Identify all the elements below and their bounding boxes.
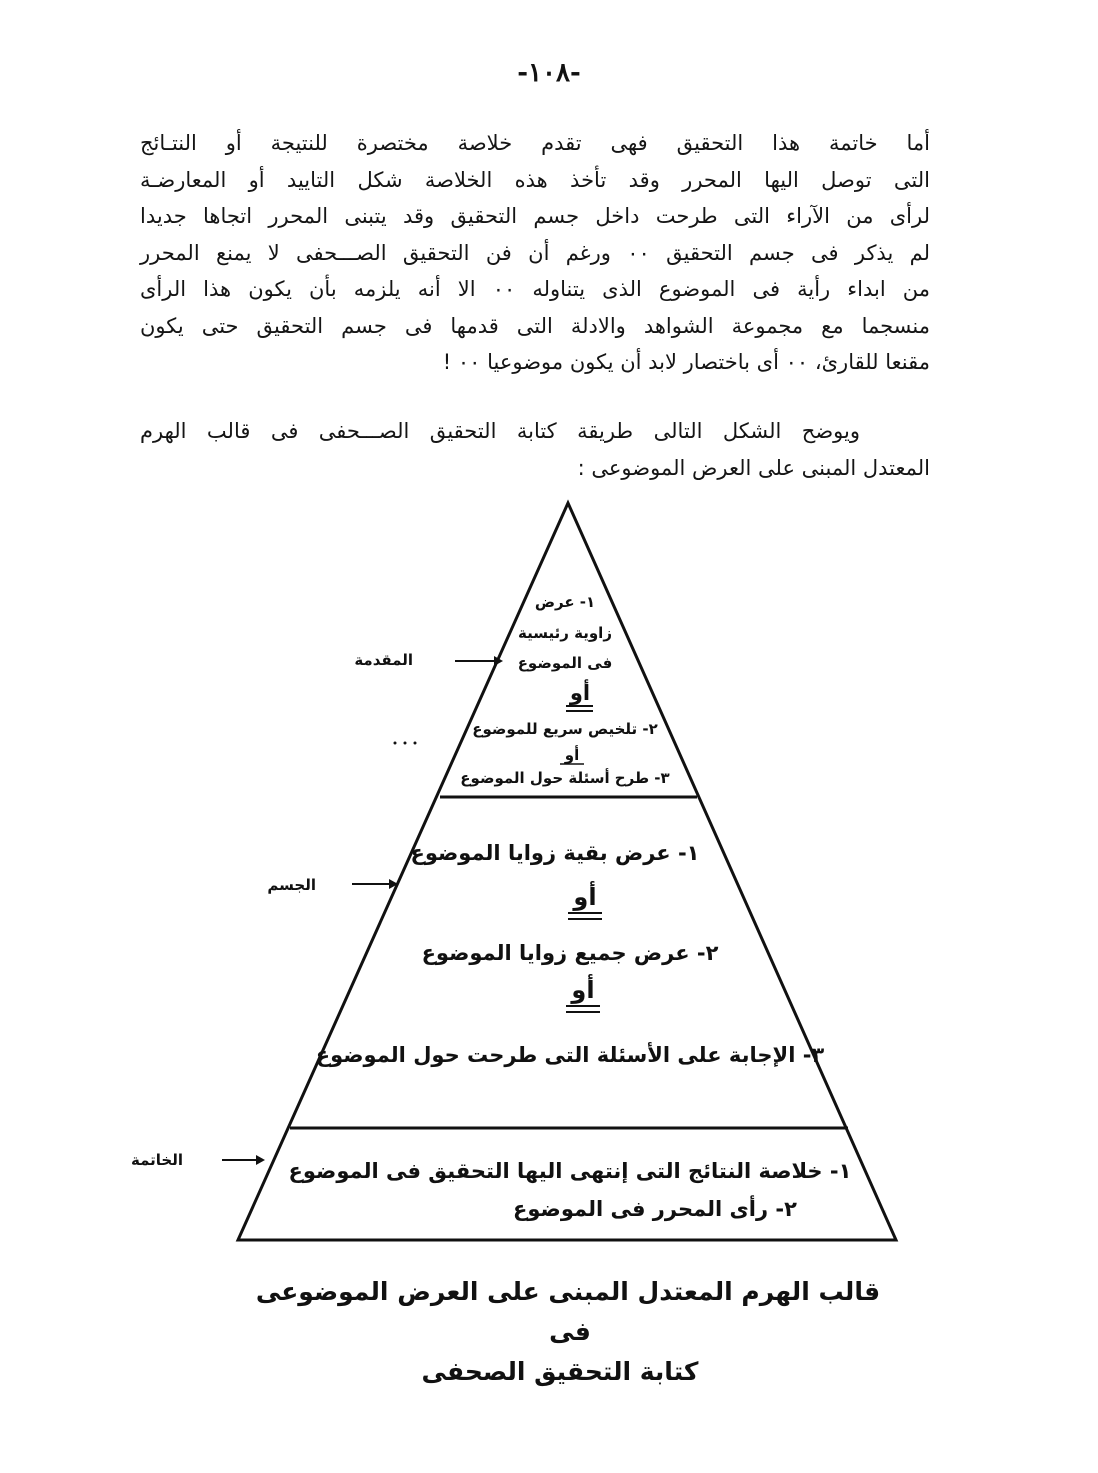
stray-dot	[404, 742, 407, 745]
paragraph-line: ويوضح الشكل التالى طريقة كتابة التحقيق الصـــحفى فى قالب الهرم	[140, 419, 860, 443]
intro-item1-line1: ١- عرض	[534, 593, 596, 611]
paragraph-line: لم يذكر فى جسم التحقيق ٠٠ ورغم أن فن التحقيق الصـــحفى لا يمنع المحرر	[140, 240, 930, 265]
intro-or-2: أو	[564, 746, 580, 764]
body-item2: ٢- عرض جميع زوايا الموضوع	[421, 941, 719, 965]
caption-line1: قالب الهرم المعتدل المبنى على العرض الموضوعى	[255, 1277, 881, 1306]
stray-dot	[394, 742, 397, 745]
body-item1: ١- عرض بقية زوايا الموضوع	[410, 841, 700, 865]
paragraph-line: منسجما مع مجموعة الشواهد والادلة التى قدمها فى جسم التحقيق حتى يكون	[140, 313, 930, 338]
label-conclusion	[131, 1151, 265, 1169]
paragraph-line: التى توصل اليها المحرر وقد تأخذ هذه الخلاصة شكل التاييد أو المعارضـة	[140, 167, 930, 192]
intro-or-1: أو	[569, 681, 591, 705]
paragraph-line: مقنعا للقارئ، ٠٠ أى باختصار لابد أن يكون موضوعيا ٠٠ !	[442, 350, 930, 374]
intro-item2: ٢- تلخيص سريع للموضوع	[472, 720, 658, 738]
label-body	[267, 876, 398, 894]
intro-item1-line3: فى الموضوع	[517, 654, 613, 672]
stray-dot	[414, 742, 417, 745]
page-number: -١٠٨-	[517, 58, 581, 88]
conclusion-item2: ٢- رأى المحرر فى الموضوع	[513, 1197, 797, 1221]
paragraph-line: المعتدل المبنى على العرض الموضوعى :	[577, 455, 930, 480]
body-or-1: أو	[573, 883, 597, 911]
intro-item3: ٣- طرح أسئلة حول الموضوع	[460, 769, 670, 787]
caption-line2: فى	[549, 1317, 591, 1346]
caption-line3: كتابة التحقيق الصحفى	[421, 1357, 699, 1386]
conclusion-section	[289, 1159, 852, 1221]
intro-section	[460, 593, 669, 787]
intro-label: المقدمة	[354, 651, 413, 669]
paragraph-line: لرأى من الآراء التى طرحت داخل جسم التحقيق وقد يتبنى المحرر اتجاها جديدا	[140, 204, 930, 228]
conclusion-item1: ١- خلاصة النتائج التى إنتهى اليها التحقيق فى الموضوع	[288, 1159, 852, 1183]
conclusion-label: الخاتمة	[130, 1151, 183, 1169]
label-intro	[354, 651, 503, 669]
paragraph-line: أما خاتمة هذا التحقيق فهى تقدم خلاصة مختصرة للنتيجة أو النتـائج	[140, 131, 930, 155]
body-item3: ٣- الإجابة على الأسئلة التى طرحت حول الموضوع	[315, 1043, 825, 1067]
paragraph-line: من ابداء رأية فى الموضوع الذى يتناوله ٠٠ الا أنه يلزمه بأن يكون هذا الرأى	[140, 277, 930, 301]
body-section	[316, 841, 825, 1067]
conclusion-arrowhead	[256, 1155, 265, 1165]
figure-caption	[256, 1277, 880, 1387]
body-or-2: أو	[571, 976, 595, 1004]
body-label: الجسم	[267, 876, 316, 894]
intro-item1-line2: زاوية رئيسية	[518, 624, 612, 642]
